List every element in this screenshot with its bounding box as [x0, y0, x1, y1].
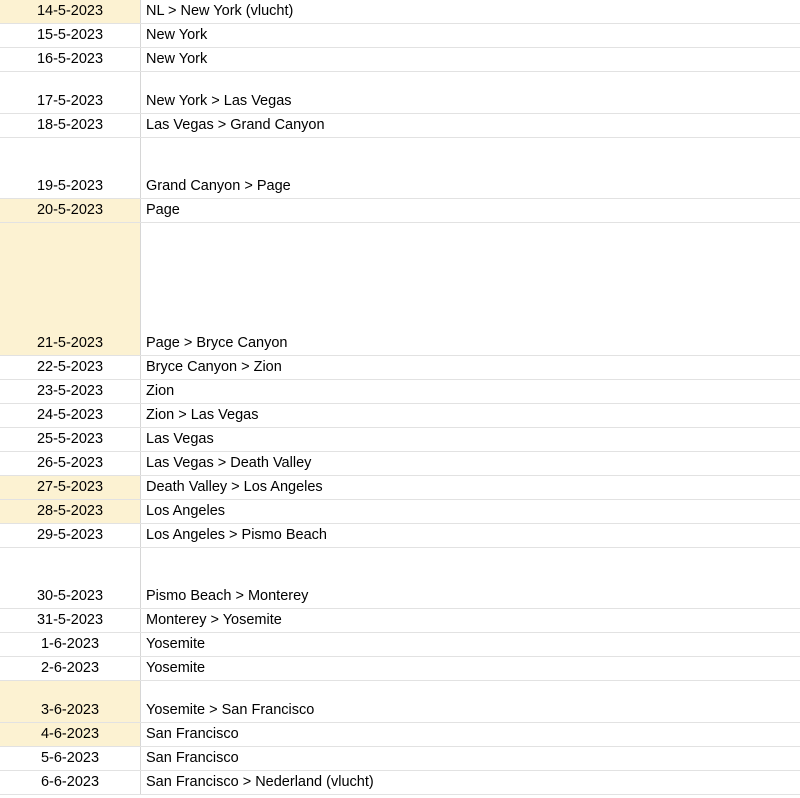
route-cell[interactable]: Death Valley > Los Angeles: [146, 479, 323, 495]
date-cell[interactable]: 15-5-2023: [0, 24, 141, 47]
date-cell[interactable]: 29-5-2023: [0, 524, 141, 547]
route-cell[interactable]: Las Vegas: [146, 431, 214, 447]
table-row: [0, 524, 800, 548]
date-cell[interactable]: 17-5-2023: [0, 72, 141, 113]
route-cell[interactable]: Page > Bryce Canyon: [146, 335, 288, 351]
table-row: [0, 24, 800, 48]
route-cell[interactable]: Yosemite: [146, 636, 206, 652]
table-row: [0, 380, 800, 404]
date-cell[interactable]: 28-5-2023: [0, 500, 141, 523]
route-cell[interactable]: Yosemite: [146, 660, 206, 676]
date-cell[interactable]: 23-5-2023: [0, 380, 141, 403]
date-cell[interactable]: 22-5-2023: [0, 356, 141, 379]
date-cell[interactable]: 1-6-2023: [0, 633, 141, 656]
route-cell[interactable]: New York: [146, 27, 208, 43]
route-cell[interactable]: San Francisco > Nederland (vlucht): [146, 774, 374, 790]
table-row: [0, 223, 800, 356]
date-cell[interactable]: 31-5-2023: [0, 609, 141, 632]
route-cell[interactable]: San Francisco: [146, 750, 239, 766]
date-cell[interactable]: 19-5-2023: [0, 138, 141, 198]
route-cell[interactable]: Pismo Beach > Monterey: [146, 588, 309, 604]
table-row: [0, 657, 800, 681]
route-cell[interactable]: New York: [146, 51, 208, 67]
route-cell[interactable]: Bryce Canyon > Zion: [146, 359, 282, 375]
table-row: [0, 138, 800, 199]
route-cell[interactable]: Zion: [146, 383, 175, 399]
table-row: [0, 500, 800, 524]
date-cell[interactable]: 14-5-2023: [0, 0, 141, 23]
route-cell[interactable]: San Francisco: [146, 726, 239, 742]
table-row: [0, 356, 800, 380]
date-cell[interactable]: 6-6-2023: [0, 771, 141, 794]
route-cell[interactable]: Monterey > Yosemite: [146, 612, 282, 628]
table-row: [0, 48, 800, 72]
table-row: [0, 747, 800, 771]
route-cell[interactable]: Los Angeles: [146, 503, 226, 519]
table-row: [0, 476, 800, 500]
date-cell[interactable]: 21-5-2023: [0, 223, 141, 355]
table-row: [0, 723, 800, 747]
table-row: [0, 404, 800, 428]
route-cell[interactable]: Grand Canyon > Page: [146, 178, 291, 194]
date-cell[interactable]: 26-5-2023: [0, 452, 141, 475]
date-cell[interactable]: 25-5-2023: [0, 428, 141, 451]
route-cell[interactable]: New York > Las Vegas: [146, 93, 292, 109]
table-row: [0, 771, 800, 795]
table-row: [0, 0, 800, 24]
date-cell[interactable]: 24-5-2023: [0, 404, 141, 427]
table-row: [0, 548, 800, 609]
date-cell[interactable]: 27-5-2023: [0, 476, 141, 499]
date-cell[interactable]: 18-5-2023: [0, 114, 141, 137]
date-cell[interactable]: 30-5-2023: [0, 548, 141, 608]
table-row: [0, 199, 800, 223]
date-cell[interactable]: 4-6-2023: [0, 723, 141, 746]
table-row: [0, 72, 800, 114]
table-row: [0, 609, 800, 633]
table-row: [0, 114, 800, 138]
date-cell[interactable]: 2-6-2023: [0, 657, 141, 680]
route-cell[interactable]: Los Angeles > Pismo Beach: [146, 527, 327, 543]
date-cell[interactable]: 5-6-2023: [0, 747, 141, 770]
route-cell[interactable]: Zion > Las Vegas: [146, 407, 259, 423]
route-cell[interactable]: Las Vegas > Death Valley: [146, 455, 312, 471]
table-row: [0, 452, 800, 476]
date-cell[interactable]: 3-6-2023: [0, 681, 141, 722]
route-cell[interactable]: NL > New York (vlucht): [146, 3, 294, 19]
route-cell[interactable]: Las Vegas > Grand Canyon: [146, 117, 325, 133]
table-row: [0, 633, 800, 657]
table-row: [0, 428, 800, 452]
route-cell[interactable]: Page: [146, 202, 180, 218]
date-cell[interactable]: 20-5-2023: [0, 199, 141, 222]
route-cell[interactable]: Yosemite > San Francisco: [146, 702, 315, 718]
table-row: [0, 681, 800, 723]
date-cell[interactable]: 16-5-2023: [0, 48, 141, 71]
